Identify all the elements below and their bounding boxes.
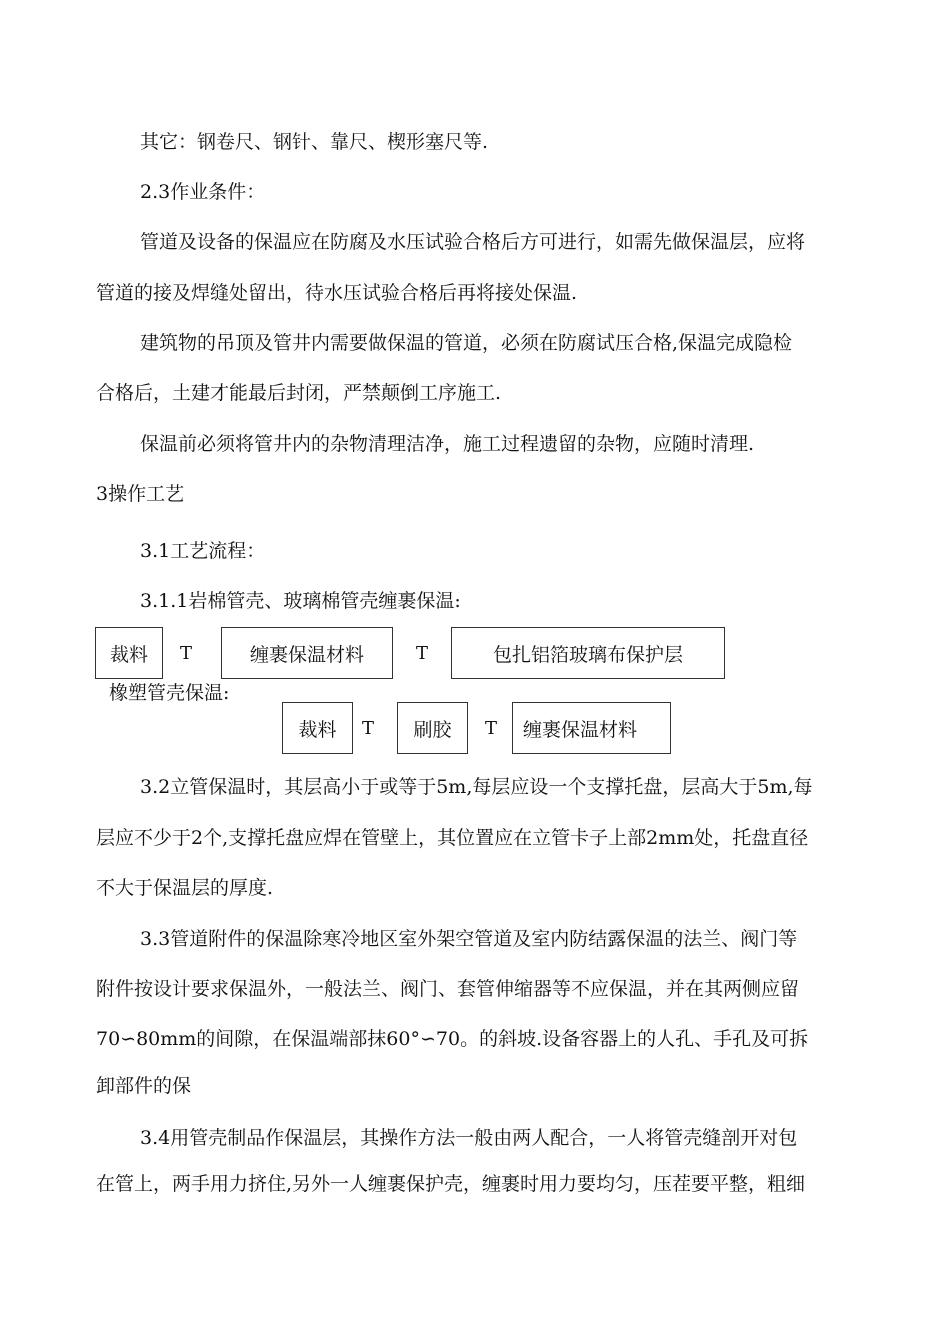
text-line: 卸部件的保 [96,1075,192,1097]
text-line: 合格后，土建才能最后封闭，严禁颠倒工序施工. [96,382,502,404]
text-line: 管道的接及焊缝处留出，待水压试验合格后再将接处保温. [96,282,578,304]
text-line: 不大于保温层的厚度. [96,877,274,899]
section-heading: 3.1工艺流程： [140,540,266,562]
flow-step-box: 缠裹保温材料 [221,627,393,679]
text-line: 3.2立管保温时，其层高小于或等于5m,每层应设一个支撑托盘，层高大于5m,每 [140,776,813,798]
text-line: 在管上，两手用力挤住,另外一人缠裹保护壳，缠裹时用力要均匀，压茬要平整，粗细 [96,1173,806,1195]
text-line: 其它：钢卷尺、钢针、靠尺、楔形塞尺等. [140,131,489,153]
text-line: 保温前必须将管井内的杂物清理洁净，施工过程遗留的杂物，应随时清理. [140,433,755,455]
flow-arrow: T [416,643,429,664]
flow-step-box: 刷胶 [397,702,468,754]
section-heading: 3.1.1岩棉管壳、玻璃棉管壳缠裹保温: [140,590,461,612]
text-line: 70∽80mm的间隙，在保温端部抹60°∽70。的斜坡.设备容器上的人孔、手孔及可拆 [96,1028,809,1050]
flow-step-box: 裁料 [95,627,163,679]
flow-arrow: T [362,718,375,739]
flow-step-box: 裁料 [282,702,353,754]
text-line: 3.4用管壳制品作保温层，其操作方法一般由两人配合，一人将管壳缝剖开对包 [140,1127,798,1149]
text-line: 3.3管道附件的保温除寒冷地区室外架空管道及室内防结露保温的法兰、阀门等 [140,928,798,950]
text-line: 管道及设备的保温应在防腐及水压试验合格后方可进行，如需先做保温层，应将 [140,231,806,253]
sub-heading: 橡塑管壳保温: [109,682,230,704]
flow-step-box: 包扎铝箔玻璃布保护层 [451,627,725,679]
text-line: 附件按设计要求保温外，一般法兰、阀门、套管伸缩器等不应保温，并在其两侧应留 [96,978,800,1000]
flow-arrow: T [180,643,193,664]
flow-arrow: T [485,718,498,739]
text-line: 建筑物的吊顶及管井内需要做保温的管道，必须在防腐试压合格,保温完成隐检 [140,332,793,354]
flow-step-box: 缠裹保温材料 [512,702,671,754]
chapter-heading: 3操作工艺 [96,483,185,505]
section-heading: 2.3作业条件： [140,181,266,203]
text-line: 层应不少于2个,支撑托盘应焊在管壁上，其位置应在立管卡子上部2mm处，托盘直径 [96,827,809,849]
